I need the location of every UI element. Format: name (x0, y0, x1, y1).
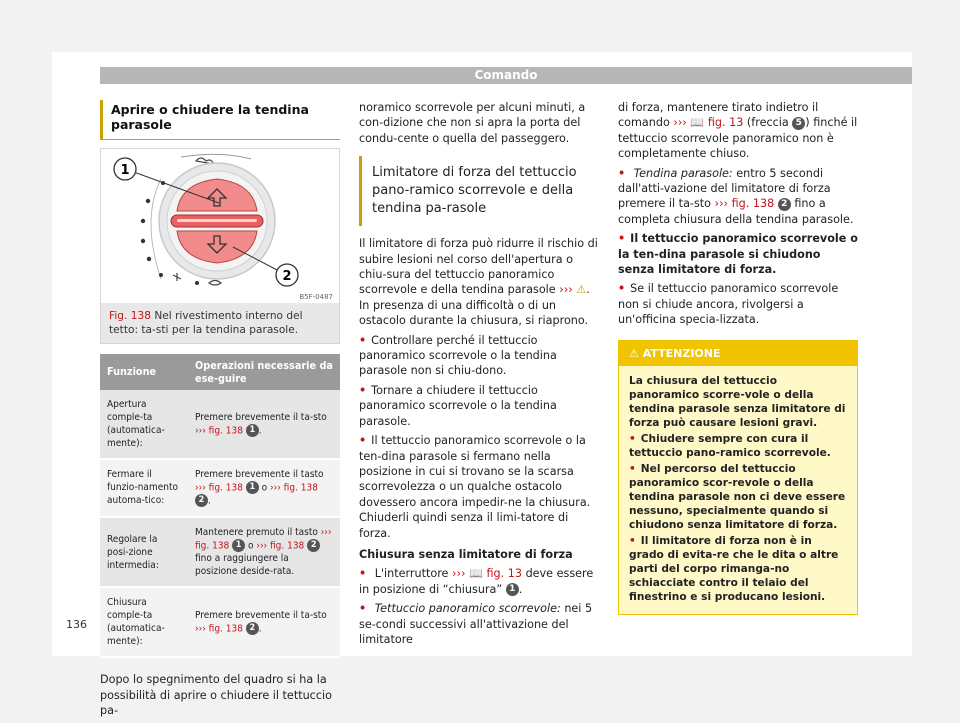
table-row (100, 390, 340, 459)
page-number: 136 (66, 618, 87, 631)
figure-link[interactable]: fig. 13 (486, 567, 522, 581)
callout-number: 1 (246, 424, 259, 437)
callout-number: 2 (307, 539, 320, 552)
action-text: Mantenere premuto il tasto (195, 526, 318, 538)
paragraph-text: Il limitatore di forza può ridurre il rischio di subire lesioni nel corso dell'apertura o chiu-sura del tettuccio panoramico scorrevole e della tendina parasole (359, 237, 598, 297)
callout-1: 1 (120, 162, 130, 178)
warning-body (619, 366, 857, 614)
paragraph (359, 236, 599, 328)
bullet-label: Tendina parasole: (633, 166, 733, 180)
bold-heading: Chiusura senza limitatore di forza (359, 547, 573, 561)
figure-link[interactable]: fig. 13 (707, 116, 744, 130)
paragraph-text: di forza, mantenere tirato indietro il comando (618, 101, 819, 130)
table-cell-function: Apertura comple-ta (automatica-mente): (100, 390, 188, 459)
figure-138 (100, 148, 340, 344)
book-icon: 📖 (690, 116, 705, 130)
table-cell-action (188, 459, 340, 517)
warning-triangle-icon: ⚠ (629, 346, 639, 360)
action-or: o (247, 540, 254, 552)
warning-intro: La chiusura del tettuccio panoramico scorre-vole o della tendina parasole senza limitatore di forza può causare lesioni gravi. (629, 375, 846, 430)
bullet-item: • Tornare a chiudere il tettuccio panoramico scorrevole o la tendina parasole. (359, 383, 599, 429)
manual-page (52, 52, 912, 718)
bullet-text: L'interruttore (374, 567, 449, 581)
callout-number: 2 (246, 622, 259, 635)
figure-link[interactable]: ››› fig. 138 (714, 197, 775, 211)
figure-link[interactable]: ››› fig. 138 (270, 482, 318, 494)
callout-number: 5 (792, 117, 805, 130)
callout-number: 2 (195, 494, 208, 507)
bullet-text: fino a completa chiusura della tendina parasole. (618, 197, 854, 226)
figure-link[interactable]: ››› fig. 138 (195, 526, 332, 552)
callout-number: 1 (246, 481, 259, 494)
section-title: Aprire o chiudere la tendina parasole (100, 100, 340, 140)
callout-number: 2 (778, 198, 791, 211)
figure-code: B5F-0487 (299, 292, 333, 301)
figure-caption (101, 303, 339, 343)
warning-bullet: • Chiudere sempre con cura il tettuccio pano-ramico scorrevole. (629, 432, 847, 460)
table-row (100, 459, 340, 517)
action-end: . (258, 623, 262, 635)
action-end: fino a raggiungere la posizione deside-rata. (195, 553, 295, 578)
bullet-item: • Il tettuccio panoramico scorrevole o la ten-dina parasole si fermano nella posizione in cui si trovano se la scarsa scorrevolezza o un qualche ostacolo dovessero ancora impedir-ne la chiusura. Chiuderli quindi senza il limi-tatore di forza. (359, 433, 599, 541)
paragraph (618, 100, 858, 162)
paragraph: Dopo lo spegnimento del quadro si ha la possibilità di aprire o chiudere il tettuccio pa- (100, 673, 332, 718)
figure-link[interactable]: ››› fig. 138 (195, 425, 243, 437)
callout-number: 1 (506, 583, 519, 596)
warning-triangle-icon: ⚠ (576, 283, 587, 297)
figure-label: Fig. 138 (109, 309, 151, 322)
paragraph: noramico scorrevole per alcuni minuti, a con-dizione che non si apra la porta del condu-cente o quella del passeggero. (359, 101, 586, 145)
figure-link[interactable]: ››› (673, 116, 687, 130)
bullet-item (359, 601, 599, 647)
paragraph-text: . In presenza di una difficoltà o di un ostacolo durante la chiusura, si riaprono. (359, 283, 590, 328)
figure-link[interactable]: ››› (452, 567, 466, 581)
bullet-text: entro 5 secondi dall'atti-vazione del limitatore di forza premere il ta-sto (618, 166, 831, 211)
bullet-label: Tettuccio panoramico scorrevole: (374, 602, 561, 616)
table-header-function: Funzione (100, 354, 188, 390)
table-cell-action (188, 517, 340, 588)
figure-link[interactable]: ››› fig. 138 (195, 482, 243, 494)
action-end: . (258, 425, 262, 437)
column-right (618, 100, 858, 615)
bullet-text: nei 5 se-condi successivi all'attivazione del limitatore (359, 602, 593, 646)
subsection-heading: Limitatore di forza del tettuccio pano-ramico scorrevole e della tendina pa-rasole (359, 156, 599, 226)
book-icon: 📖 (469, 567, 483, 581)
table-cell-function: Regolare la posi-zione intermedia: (100, 517, 188, 588)
action-text: Premere brevemente il ta-sto (195, 610, 327, 622)
figure-link[interactable]: ››› fig. 138 (195, 623, 243, 635)
table-header-operations: Operazioni necessarie da ese-guire (188, 354, 340, 390)
figure-caption-text: Nel rivestimento interno del tetto: ta-sti per la tendina parasole. (109, 309, 303, 336)
action-or: o (261, 482, 268, 494)
table-cell-function: Fermare il funzio-namento automa-tico: (100, 459, 188, 517)
warning-title: ATTENZIONE (642, 346, 721, 360)
table-cell-function: Chiusura comple-ta (automatica-mente): (100, 587, 188, 657)
callout-number: 1 (232, 539, 245, 552)
warning-box (618, 340, 858, 615)
table-row (100, 517, 340, 588)
paragraph-text: ) finché il tettuccio scorrevole panoramico non è completamente chiuso. (618, 116, 858, 161)
column-middle (359, 100, 599, 651)
table-row (100, 587, 340, 657)
column-left (100, 100, 340, 723)
bullet-item: • Controllare perché il tettuccio panoramico scorrevole o la tendina parasole non si chiu-dono. (359, 333, 599, 379)
sunshade-switch-illustration (101, 149, 339, 303)
warning-bullet: • Il limitatore di forza non è in grado di evita-re che le dita o altre parti del corpo rimanga-no schiacciate contro il telaio del finestrino e si producano lesioni. (629, 534, 847, 604)
warning-bullet: • Nel percorso del tettuccio panoramico scor-revole o della tendina parasole non ci deve essere nessuno, specialmente quando si chiudono senza limitatore di forza. (629, 462, 847, 532)
bullet-item: • Se il tettuccio panoramico scorrevole non si chiude ancora, rivolgersi a un'officina specia-lizzata. (618, 281, 858, 327)
bullet-item: • Il tettuccio panoramico scorrevole o la ten-dina parasole si chiudono senza limitatore di forza. (618, 231, 858, 277)
action-end: . (208, 495, 211, 507)
figure-link[interactable]: ››› fig. 138 (256, 540, 305, 552)
functions-table (100, 354, 340, 659)
warning-link[interactable]: ››› (559, 283, 573, 297)
callout-2: 2 (282, 268, 292, 284)
bullet-item (618, 166, 858, 228)
bullet-text: deve essere in posizione di “chiusura” (359, 567, 594, 596)
action-text: Premere brevemente il ta-sto (195, 411, 327, 423)
chapter-header: Comando (100, 67, 912, 84)
action-text: Premere brevemente il tasto (195, 468, 324, 480)
paragraph-text: (freccia (746, 116, 789, 130)
table-cell-action (188, 587, 340, 657)
bullet-item: • L'interruttore ››› 📖 fig. 13 deve essere in posizione di “chiusura” 1 . (359, 566, 599, 597)
table-cell-action (188, 390, 340, 459)
warning-header (619, 341, 857, 366)
